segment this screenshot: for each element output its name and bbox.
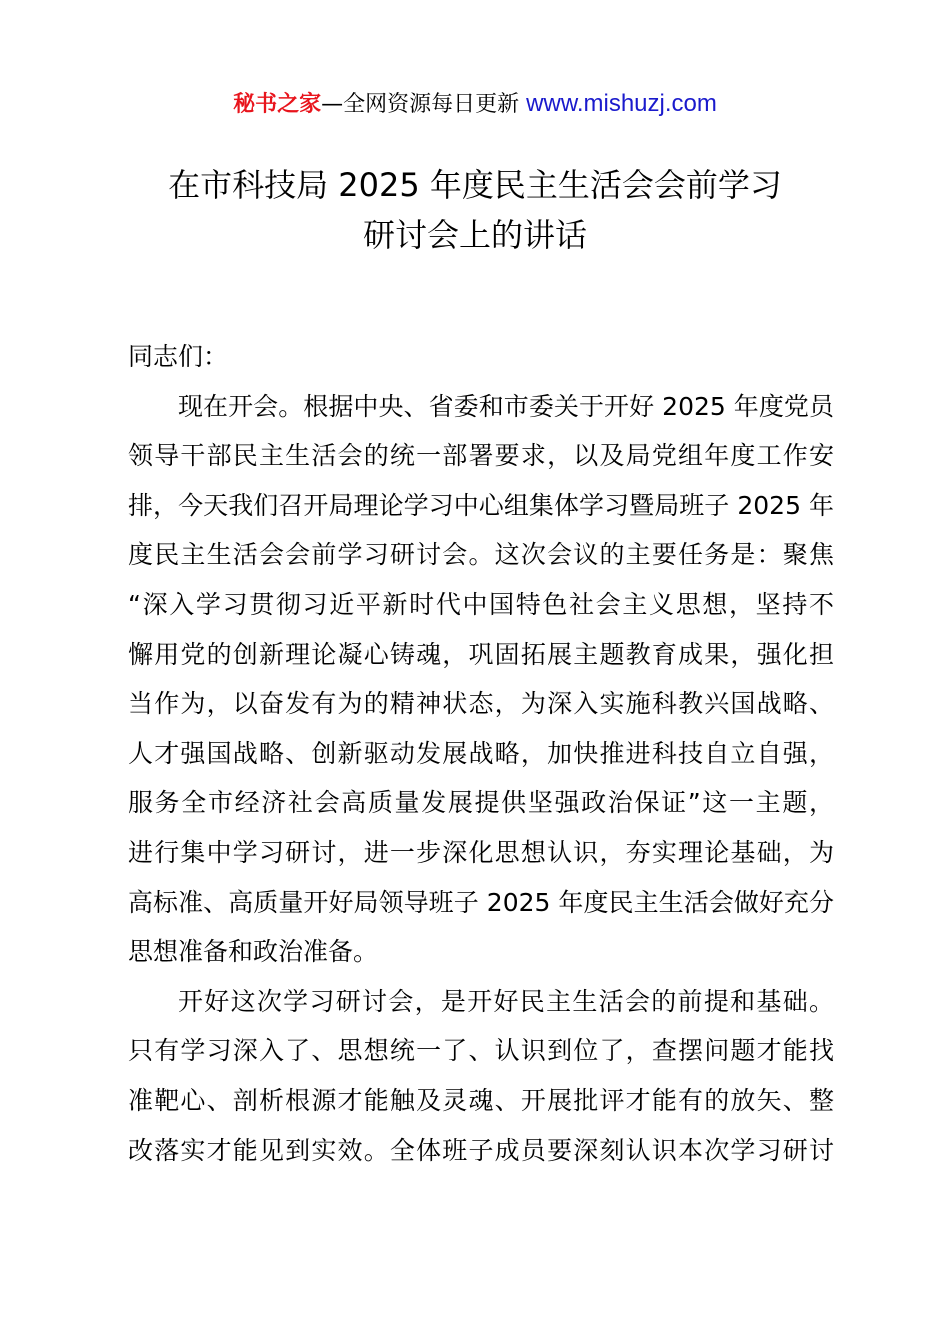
paragraph-1 bbox=[128, 382, 834, 977]
paragraph-line: 改落实才能见到实效。全体班子成员要深刻认识本次学习研讨 bbox=[128, 1135, 834, 1165]
title-line: 研讨会上的讲话 bbox=[362, 216, 587, 254]
paragraph-line: 现在开会。根据中央、省委和市委关于开好 2025 年度党员 bbox=[178, 391, 834, 421]
paragraph-line: 领导干部民主生活会的统一部署要求，以及局党组年度工作安 bbox=[128, 441, 834, 471]
paragraph-line: 开好这次学习研讨会，是开好民主生活会的前提和基础。 bbox=[178, 986, 834, 1016]
paragraph-line: 准靶心、剖析根源才能触及灵魂、开展批评才能有的放矢、整 bbox=[128, 1085, 834, 1115]
paragraph-line: “深入学习贯彻习近平新时代中国特色社会主义思想，坚持不 bbox=[128, 589, 834, 619]
title-line: 在市科技局 2025 年度民主生活会会前学习 bbox=[168, 166, 782, 204]
site-header bbox=[0, 88, 950, 121]
brand-logo-text: 秘书之家 bbox=[233, 92, 322, 117]
paragraph-2 bbox=[128, 977, 834, 1175]
site-url-link[interactable]: www.mishuzj.com bbox=[526, 90, 717, 117]
paragraph-line: 度民主生活会会前学习研讨会。这次会议的主要任务是：聚焦 bbox=[128, 540, 834, 570]
paragraph-line: 高标准、高质量开好局领导班子 2025 年度民主生活会做好充分 bbox=[128, 887, 834, 917]
paragraph-line: 思想准备和政治准备。 bbox=[128, 937, 379, 967]
document-title bbox=[0, 160, 950, 260]
paragraph-line: 当作为，以奋发有为的精神状态，为深入实施科教兴国战略、 bbox=[128, 689, 834, 719]
paragraph-line: 服务全市经济社会高质量发展提供坚强政治保证”这一主题， bbox=[128, 788, 834, 818]
salutation: 同志们： bbox=[128, 342, 229, 371]
header-tagline: —全网资源每日更新 bbox=[321, 92, 520, 117]
paragraph-line: 进行集中学习研讨，进一步深化思想认识，夯实理论基础，为 bbox=[128, 837, 834, 867]
paragraph-line: 人才强国战略、创新驱动发展战略，加快推进科技自立自强， bbox=[128, 738, 834, 768]
document-body bbox=[128, 332, 834, 1175]
paragraph-line: 懈用党的创新理论凝心铸魂，巩固拓展主题教育成果，强化担 bbox=[128, 639, 834, 669]
paragraph-line: 排，今天我们召开局理论学习中心组集体学习暨局班子 2025 年 bbox=[128, 490, 834, 520]
paragraph-line: 只有学习深入了、思想统一了、认识到位了，查摆问题才能找 bbox=[128, 1036, 834, 1066]
